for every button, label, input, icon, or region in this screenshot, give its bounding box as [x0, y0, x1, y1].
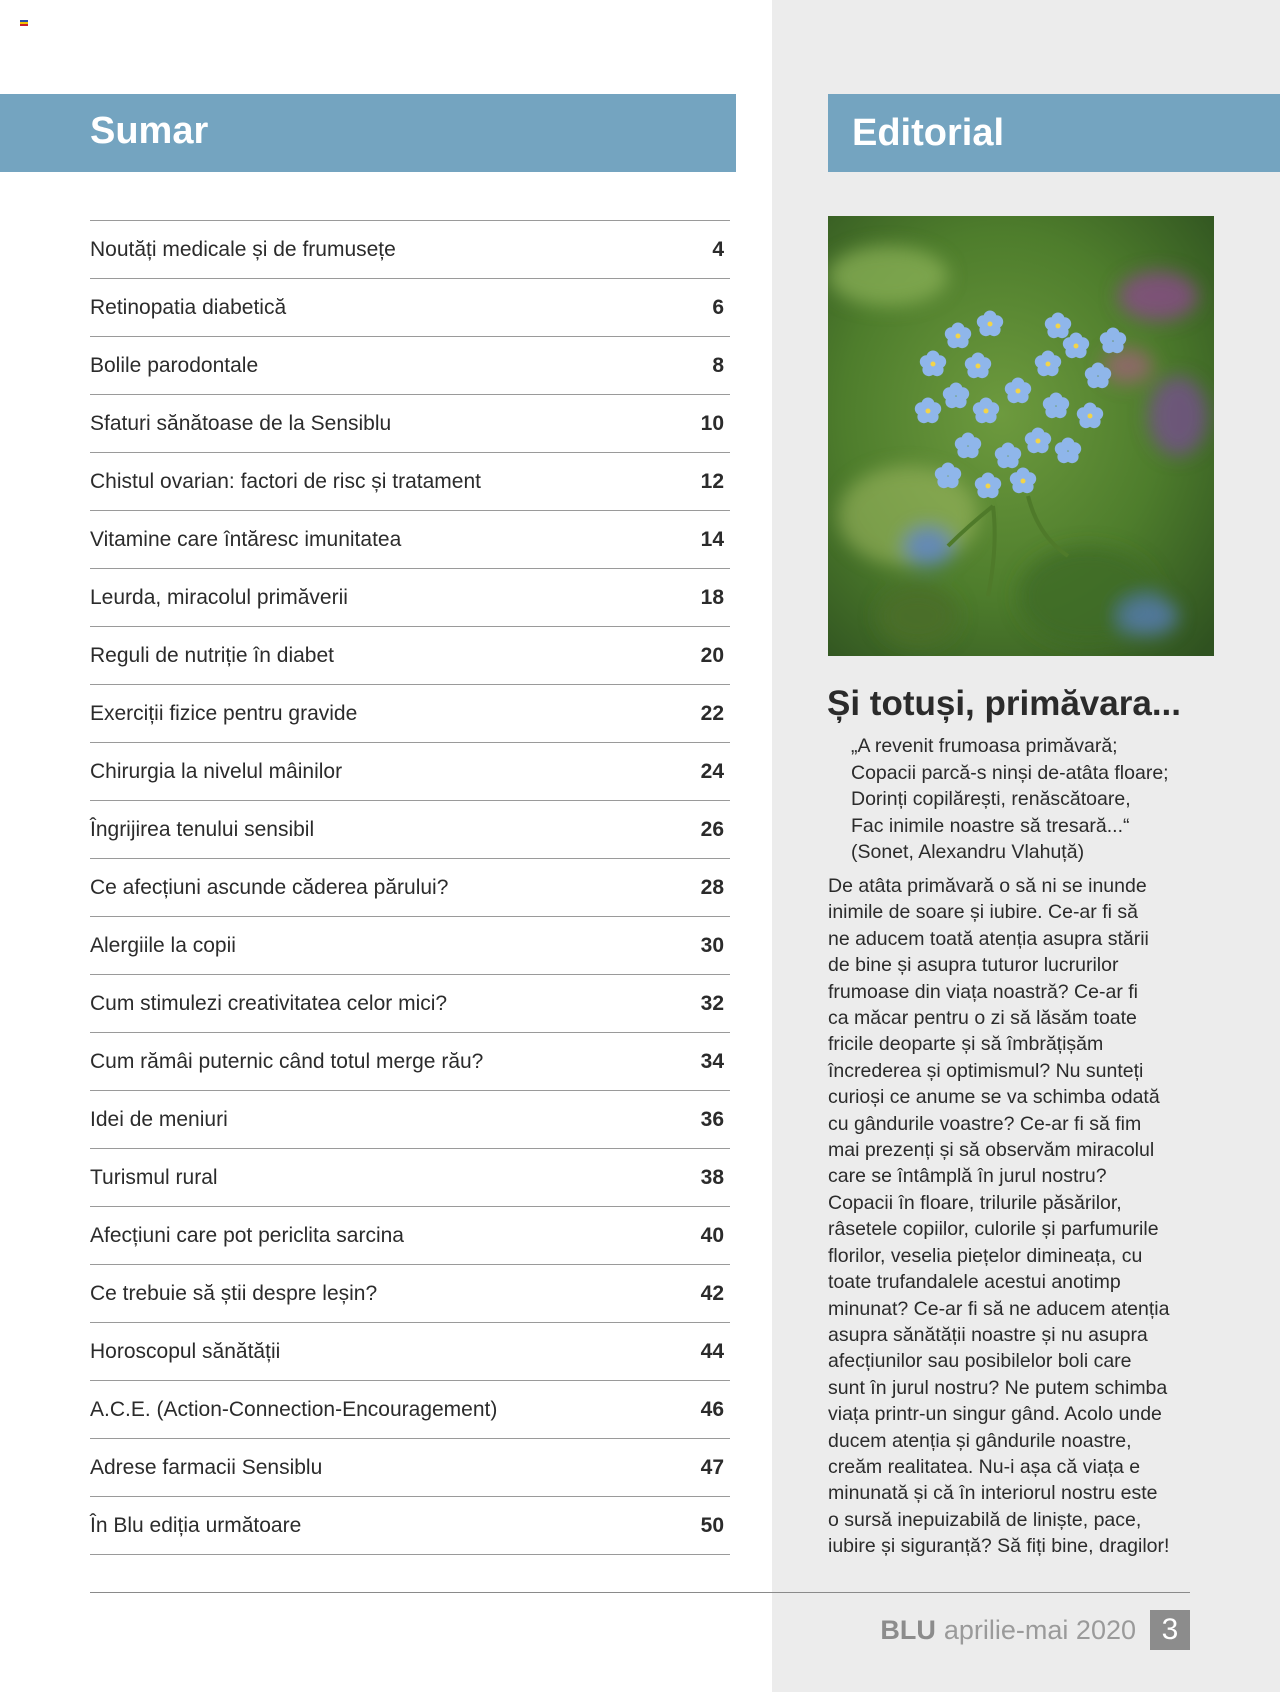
- toc-label: Afecțiuni care pot periclita sarcina: [90, 1223, 404, 1247]
- body-line: minunat? Ce-ar fi să ne aducem atenția: [828, 1297, 1170, 1320]
- toc-page-number: 6: [712, 295, 724, 319]
- toc-page-number: 8: [712, 353, 724, 377]
- toc-label: Horoscopul sănătății: [90, 1339, 281, 1363]
- flag-icon: [20, 20, 28, 26]
- toc-page-number: 30: [700, 933, 724, 957]
- body-line: care se întâmplă în jurul nostru?: [828, 1165, 1107, 1188]
- toc-label: Retinopatia diabetică: [90, 295, 287, 319]
- editorial-title: Editorial: [852, 112, 1005, 154]
- poem-line: Dorinți copilărești, renăscătoare,: [851, 788, 1131, 810]
- body-line: mai prezenți și să observăm miracolul: [828, 1139, 1155, 1162]
- toc-label: Adrese farmacii Sensiblu: [90, 1455, 323, 1479]
- toc-row[interactable]: [90, 279, 730, 337]
- toc-row[interactable]: [90, 1323, 730, 1381]
- toc-label: Leurda, miracolul primăverii: [90, 585, 348, 609]
- toc-label: Îngrijirea tenului sensibil: [90, 817, 315, 841]
- body-line: curioși ce anume se va schimba odată: [828, 1086, 1160, 1109]
- toc-label: Bolile parodontale: [90, 353, 259, 377]
- toc-row[interactable]: [90, 511, 730, 569]
- toc-label: Reguli de nutriție în diabet: [90, 643, 334, 667]
- toc-label: Cum rămâi puternic când totul merge rău?: [90, 1049, 484, 1073]
- footer-date: aprilie-mai 2020: [943, 1614, 1136, 1645]
- forget-me-not-heart-photo: [828, 216, 1214, 656]
- body-line: De atâta primăvară o să ni se inunde: [828, 875, 1147, 897]
- toc-page-number: 18: [700, 585, 724, 609]
- toc-row[interactable]: [90, 1033, 730, 1091]
- toc-label: Cum stimulezi creativitatea celor mici?: [90, 991, 448, 1015]
- toc-row[interactable]: [90, 1149, 730, 1207]
- toc-page-number: 32: [700, 991, 724, 1015]
- body-line: frumoase din viața noastră? Ce-ar fi: [828, 980, 1138, 1003]
- poem-line: Copacii parcă-s ninși de-atâta floare;: [851, 761, 1169, 784]
- body-line: cu gândurile voastre? Ce-ar fi să fim: [828, 1112, 1142, 1135]
- body-line: ca măcar pentru o zi să lăsăm toate: [828, 1007, 1137, 1030]
- toc-page-number: 22: [700, 701, 724, 725]
- toc-page-number: 50: [700, 1513, 724, 1537]
- toc-row[interactable]: [90, 743, 730, 801]
- toc-row[interactable]: [90, 1265, 730, 1323]
- toc-row[interactable]: [90, 1497, 730, 1555]
- poem-line: „A revenit frumoasa primăvară;: [851, 735, 1118, 757]
- toc-label: Vitamine care întăresc imunitatea: [90, 527, 402, 551]
- toc-page-number: 42: [700, 1281, 724, 1305]
- toc-page-number: 36: [700, 1107, 724, 1131]
- toc-label: Noutăți medicale și de frumusețe: [90, 237, 396, 261]
- editorial-body: [828, 873, 1228, 1560]
- toc-row[interactable]: [90, 627, 730, 685]
- toc-row[interactable]: [90, 975, 730, 1033]
- sumar-banner: [0, 94, 736, 172]
- toc-page-number: 12: [700, 469, 724, 493]
- poem-line: (Sonet, Alexandru Vlahuță): [851, 841, 1085, 863]
- toc-page-number: 4: [712, 237, 724, 261]
- toc-label: Sfaturi sănătoase de la Sensiblu: [90, 411, 392, 435]
- body-line: inimile de soare și iubire. Ce-ar fi să: [828, 901, 1138, 924]
- toc-row[interactable]: [90, 453, 730, 511]
- toc-row[interactable]: [90, 685, 730, 743]
- toc-page-number: 24: [700, 759, 724, 783]
- toc-row[interactable]: [90, 917, 730, 975]
- toc-label: Chirurgia la nivelul mâinilor: [90, 759, 343, 783]
- toc-page-number: 26: [700, 817, 724, 841]
- toc-label: Ce afecțiuni ascunde căderea părului?: [90, 875, 449, 899]
- toc-page-number: 14: [700, 527, 724, 551]
- toc-label: Ce trebuie să știi despre leșin?: [90, 1281, 378, 1305]
- body-line: ducem atenția și gândurile noastre,: [828, 1429, 1132, 1452]
- body-line: încrederea și optimismul? Nu sunteți: [828, 1059, 1144, 1082]
- poem-line: Fac inimile noastre să tresară...“: [851, 814, 1130, 837]
- body-line: o sursă inepuizabilă de liniște, pace,: [828, 1508, 1142, 1531]
- toc-label: În Blu ediția următoare: [90, 1513, 302, 1537]
- body-line: râsetele copiilor, culorile și parfumurile: [828, 1218, 1159, 1241]
- toc-row[interactable]: [90, 569, 730, 627]
- body-line: viața printr-un singur gând. Acolo unde: [828, 1403, 1162, 1426]
- toc-label: Exerciții fizice pentru gravide: [90, 701, 358, 725]
- table-of-contents: [90, 220, 730, 1555]
- page-footer: [880, 1610, 1190, 1650]
- body-line: iubire și siguranță? Să fiți bine, dragilor!: [828, 1535, 1170, 1558]
- toc-row[interactable]: [90, 1207, 730, 1265]
- editorial-headline: Și totuși, primăvara...: [827, 684, 1181, 723]
- toc-page-number: 40: [700, 1223, 724, 1247]
- toc-label: Idei de meniuri: [90, 1107, 228, 1131]
- footer-brand: BLU: [880, 1614, 936, 1645]
- toc-row[interactable]: [90, 1439, 730, 1497]
- toc-row[interactable]: [90, 801, 730, 859]
- toc-label: A.C.E. (Action-Connection-Encouragement): [90, 1397, 498, 1421]
- sumar-title: Sumar: [90, 110, 209, 152]
- toc-page-number: 44: [700, 1339, 724, 1363]
- toc-page-number: 38: [700, 1165, 724, 1189]
- toc-label: Alergiile la copii: [90, 933, 236, 957]
- body-line: ne aducem toată atenția asupra stării: [828, 927, 1149, 950]
- toc-page-number: 34: [700, 1049, 724, 1073]
- footer-divider: [90, 1592, 1190, 1593]
- editorial-poem: [851, 733, 1169, 866]
- toc-row[interactable]: [90, 859, 730, 917]
- page-number: 3: [1150, 1610, 1190, 1650]
- toc-label: Turismul rural: [90, 1165, 218, 1189]
- body-line: sunt în jurul nostru? Ne putem schimba: [828, 1376, 1168, 1399]
- body-line: florilor, veselia piețelor dimineața, cu: [828, 1244, 1143, 1267]
- toc-row[interactable]: [90, 1091, 730, 1149]
- body-line: toate trufandalele acestui anotimp: [828, 1271, 1121, 1294]
- toc-row[interactable]: [90, 1381, 730, 1439]
- toc-page-number: 46: [700, 1397, 724, 1421]
- body-line: creăm realitatea. Nu-i așa că viața e: [828, 1455, 1141, 1478]
- toc-page-number: 47: [700, 1455, 724, 1479]
- editorial-banner: [828, 94, 1280, 172]
- toc-row[interactable]: [90, 221, 730, 279]
- body-line: Copacii în floare, trilurile păsărilor,: [828, 1191, 1122, 1214]
- toc-row[interactable]: [90, 395, 730, 453]
- body-line: asupra sănătății noastre și nu asupra: [828, 1323, 1148, 1346]
- toc-label: Chistul ovarian: factori de risc și tratament: [90, 469, 481, 493]
- toc-page-number: 10: [700, 411, 724, 435]
- body-line: de bine și asupra tuturor lucrurilor: [828, 954, 1119, 977]
- body-line: afecțiunilor sau posibilelor boli care: [828, 1350, 1132, 1373]
- toc-page-number: 20: [700, 643, 724, 667]
- body-line: minunată și că în interiorul nostru este: [828, 1482, 1158, 1505]
- toc-page-number: 28: [700, 875, 724, 899]
- toc-row[interactable]: [90, 337, 730, 395]
- body-line: fricile deoparte și să îmbrățișăm: [828, 1033, 1104, 1056]
